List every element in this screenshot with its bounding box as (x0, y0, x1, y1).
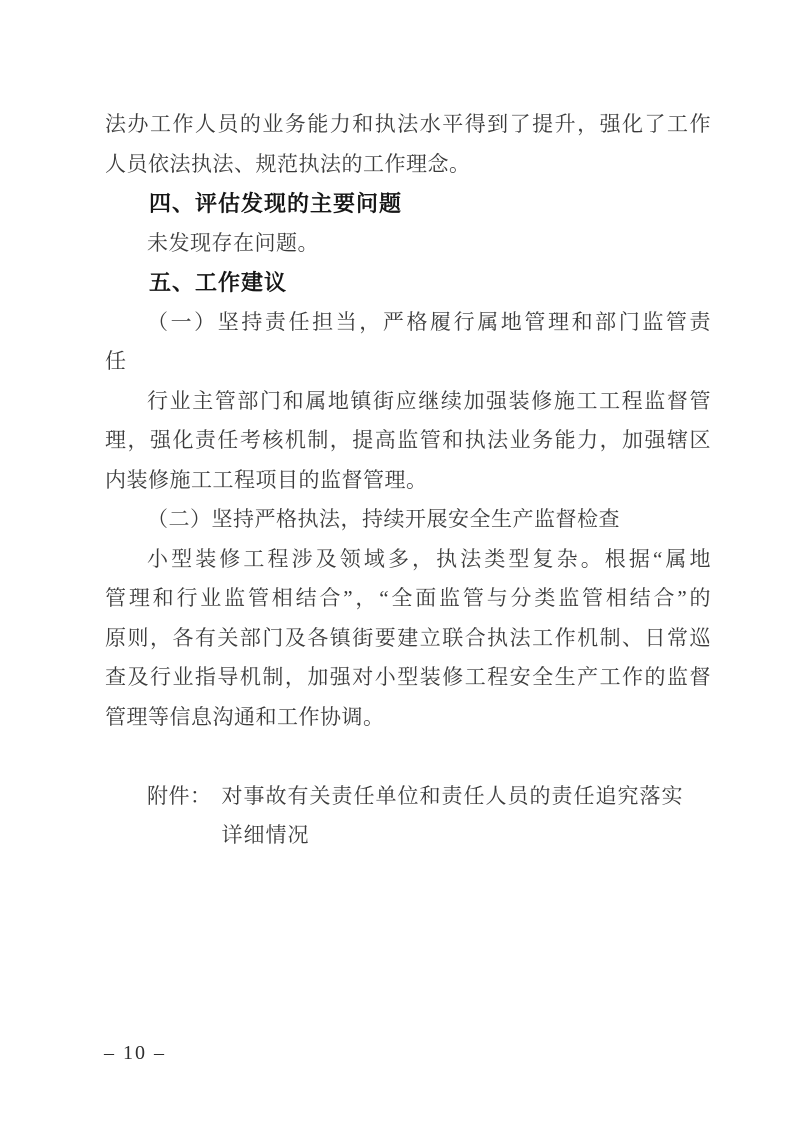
item1-heading-line: （一）坚持责任担当，严格履行属地管理和部门监管责 (147, 309, 711, 334)
item2-body-line: 小型装修工程涉及领域多，执法类型复杂。根据“属地 (147, 546, 711, 571)
blank-line (105, 737, 711, 777)
section4-body: 未发现存在问题。 (147, 230, 319, 255)
item1-body-line: 内装修施工工程项目的监督管理。 (105, 467, 428, 492)
item2-heading: （二）坚持严格执法，持续开展安全生产监督检查 (147, 507, 620, 531)
item2-body-line: 管理等信息沟通和工作协调。 (105, 704, 385, 729)
item2-body-line: 原则，各有关部门及各镇街要建立联合执法工作机制、日常巡 (105, 625, 711, 650)
section4-heading: 四、评估发现的主要问题 (149, 191, 403, 216)
attachment-title (212, 777, 712, 856)
attachment-label: 附件： (147, 783, 212, 808)
attachment-title-line: 详细情况 (221, 823, 310, 847)
paragraph-line: 人员依法执法、规范执法的工作理念。 (105, 151, 471, 176)
item1-body-line: 行业主管部门和属地镇街应继续加强装修施工工程监督管 (147, 388, 711, 413)
item1-body-line: 理，强化责任考核机制，提高监管和执法业务能力，加强辖区 (105, 428, 711, 452)
paragraph-line: 法办工作人员的业务能力和执法水平得到了提升，强化了工作 (105, 112, 711, 136)
item2-body-line: 管理和行业监管相结合”，“全面监管与分类监管相结合”的 (105, 586, 711, 610)
attachment-note (105, 777, 711, 856)
document-body (105, 105, 711, 856)
item1-heading-line: 任 (105, 349, 127, 373)
item2-body-line: 查及行业指导机制，加强对小型装修工程安全生产工作的监督 (105, 665, 711, 689)
attachment-title-line: 对事故有关责任单位和责任人员的责任追究落实 (221, 783, 684, 808)
page-number: – 10 – (104, 1042, 166, 1064)
section5-heading: 五、工作建议 (149, 270, 288, 295)
